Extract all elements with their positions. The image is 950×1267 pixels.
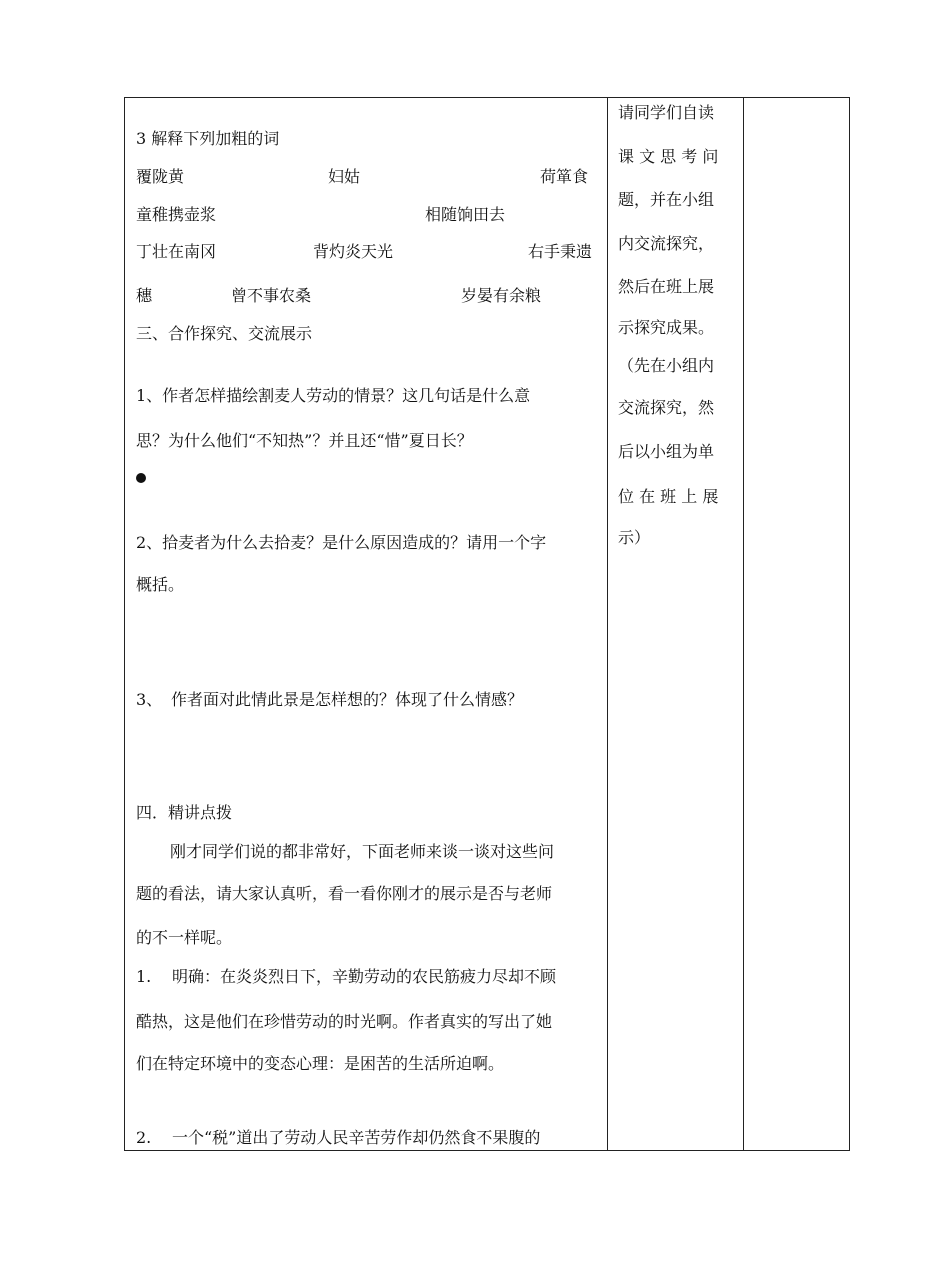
- intro-line: 刚才同学们说的都非常好，下面老师来谈一谈对这些问: [170, 842, 555, 861]
- question-3-text: 作者面对此情此景是怎样想的？体现了什么情感？: [171, 690, 524, 709]
- question-2-line: 2、拾麦者为什么去拾麦？是什么原因造成的？请用一个字: [136, 533, 547, 552]
- column-divider: [607, 98, 608, 1150]
- word-item: 曾不事农桑: [231, 286, 312, 305]
- side-line: （先在小组内: [618, 356, 715, 375]
- word-item: 荷箪食: [540, 167, 589, 186]
- side-line: 交流探究，然: [618, 398, 715, 417]
- column-divider: [743, 98, 744, 1150]
- answer-2-label: 2.: [136, 1128, 152, 1147]
- side-line: 示探究成果。: [618, 318, 715, 337]
- answer-1-line: 们在特定环境中的变态心理：是困苦的生活所迫啊。: [136, 1054, 505, 1073]
- section-title: 四．精讲点拨: [136, 803, 233, 822]
- question-3-label: 3、: [136, 690, 163, 709]
- side-line: 课 文 思 考 问: [618, 147, 719, 166]
- word-item: 右手秉遗: [528, 242, 593, 261]
- word-item: 丁壮在南冈: [136, 242, 217, 261]
- side-line: 请同学们自读: [618, 103, 715, 122]
- word-item: 穗: [136, 286, 153, 305]
- word-item: 妇姑: [328, 167, 361, 186]
- answer-1-label: 1.: [136, 967, 152, 986]
- answer-2-line: 一个“税”道出了劳动人民辛苦劳作却仍然食不果腹的: [172, 1128, 541, 1147]
- lesson-table: [124, 97, 850, 1151]
- intro-line: 题的看法，请大家认真听，看一看你刚才的展示是否与老师: [136, 884, 553, 903]
- word-item: 背灼炎天光: [313, 242, 394, 261]
- word-item: 相随饷田去: [425, 205, 506, 224]
- side-line: 后以小组为单: [618, 442, 715, 461]
- bullet-dot: [136, 473, 146, 483]
- question-2-line: 概括。: [136, 575, 185, 594]
- word-item: 童稚携壶浆: [136, 205, 217, 224]
- side-line: 位 在 班 上 展: [618, 487, 719, 506]
- q3-heading: 3 解释下列加粗的词: [136, 129, 280, 148]
- side-line: 内交流探究，: [618, 234, 715, 253]
- intro-line: 的不一样呢。: [136, 928, 233, 947]
- side-line: 示）: [618, 528, 651, 547]
- side-line: 题，并在小组: [618, 190, 715, 209]
- word-item: 岁晏有余粮: [461, 286, 542, 305]
- section-title: 三、合作探究、交流展示: [136, 324, 313, 343]
- side-line: 然后在班上展: [618, 277, 715, 296]
- answer-1-line: 明确：在炎炎烈日下，辛勤劳动的农民筋疲力尽却不顾: [172, 967, 557, 986]
- question-1-line: 思？为什么他们“不知热”？并且还“惜”夏日长？: [136, 431, 473, 450]
- word-item: 覆陇黄: [136, 167, 185, 186]
- answer-1-line: 酷热，这是他们在珍惜劳动的时光啊。作者真实的写出了她: [136, 1012, 553, 1031]
- question-1-line: 1、作者怎样描绘割麦人劳动的情景？这几句话是什么意: [136, 386, 531, 405]
